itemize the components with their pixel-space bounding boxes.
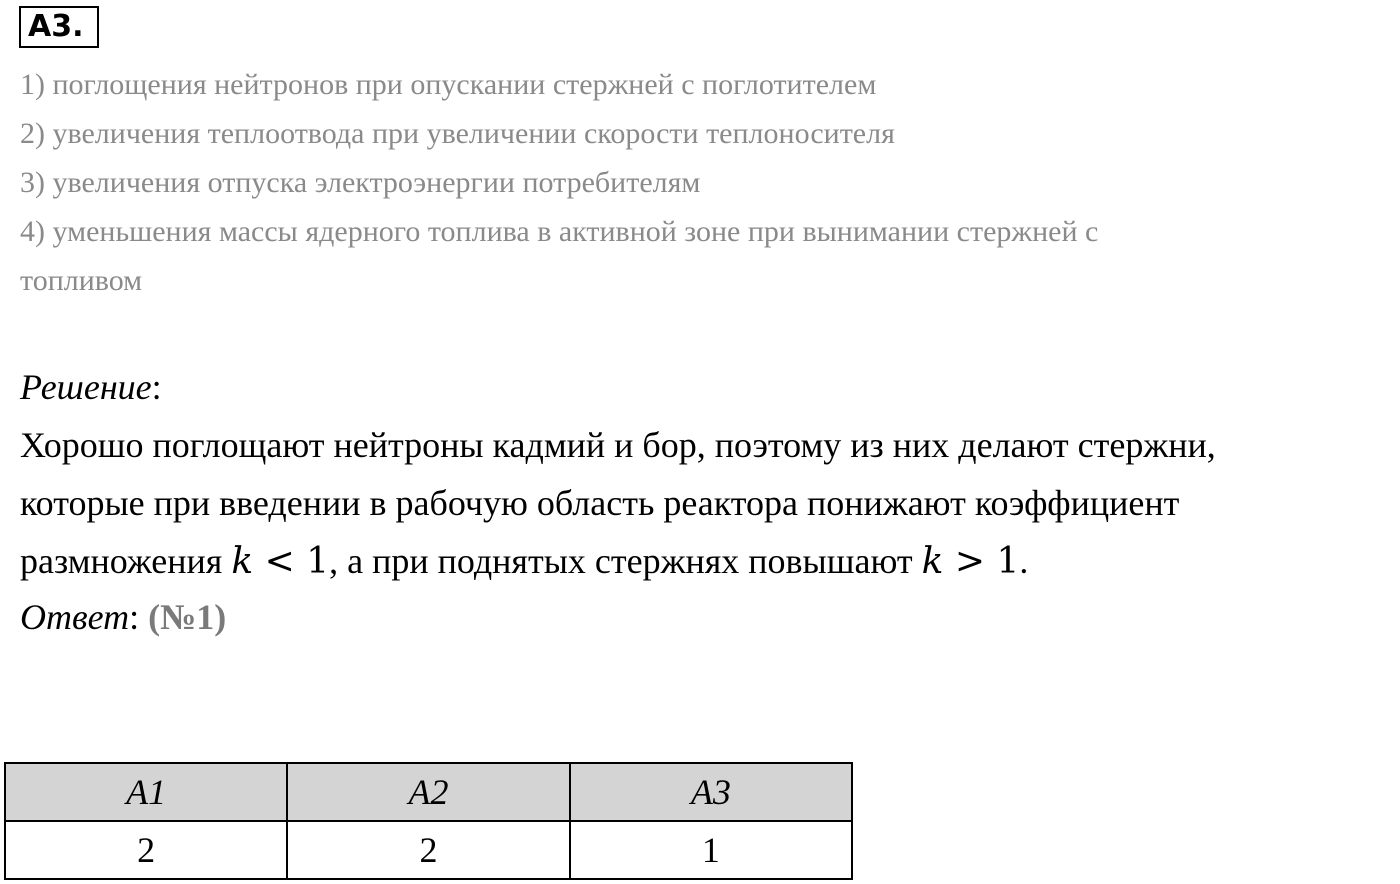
results-header-cell: А2	[287, 763, 569, 821]
solution-line-3-a: размножения	[20, 541, 232, 581]
solution-title: Решение	[20, 367, 152, 407]
answer-options	[20, 60, 1390, 305]
solution-line-3-c: .	[1019, 541, 1029, 581]
results-value-cell: 2	[5, 821, 287, 879]
option-2: 2) увеличения теплоотвода при увеличении скорости теплоносителя	[20, 117, 895, 150]
answer-label: Ответ	[20, 597, 130, 637]
option-3: 3) увеличения отпуска электроэнергии потребителям	[20, 166, 701, 199]
answer-line: Ответ: (№1)	[20, 597, 227, 637]
answer-value: (№1)	[148, 597, 227, 637]
results-value-cell: 2	[287, 821, 569, 879]
solution-line-3-b: , а при поднятых стержнях повышают	[329, 541, 922, 581]
solution-line-3	[20, 532, 1400, 591]
math-k-greater-1	[922, 541, 1020, 582]
math-less-1: < 1	[253, 541, 330, 582]
results-value-row	[5, 821, 852, 879]
solution-text	[20, 416, 1400, 591]
results-header-cell: А3	[570, 763, 852, 821]
option-4-continuation: топливом	[20, 264, 143, 297]
solution-line-2: которые при введении в рабочую область реактора понижают коэффициент	[20, 483, 1180, 523]
results-value-cell: 1	[570, 821, 852, 879]
solution-line-1: Хорошо поглощают нейтроны кадмий и бор, поэтому из них делают стержни,	[20, 425, 1216, 465]
task-label: А3.	[19, 6, 99, 48]
results-header-cell: А1	[5, 763, 287, 821]
option-4: 4) уменьшения массы ядерного топлива в активной зоне при вынимании стержней с	[20, 215, 1099, 248]
option-1: 1) поглощения нейтронов при опускании стержней с поглотителем	[20, 68, 877, 101]
results-table	[4, 762, 853, 880]
math-k-less-1	[231, 541, 329, 582]
math-var-k: k	[231, 541, 254, 582]
solution-heading: Решение:	[20, 367, 162, 407]
math-greater-1: > 1	[943, 541, 1020, 582]
results-header-row	[5, 763, 852, 821]
math-var-k-2: k	[921, 541, 944, 582]
